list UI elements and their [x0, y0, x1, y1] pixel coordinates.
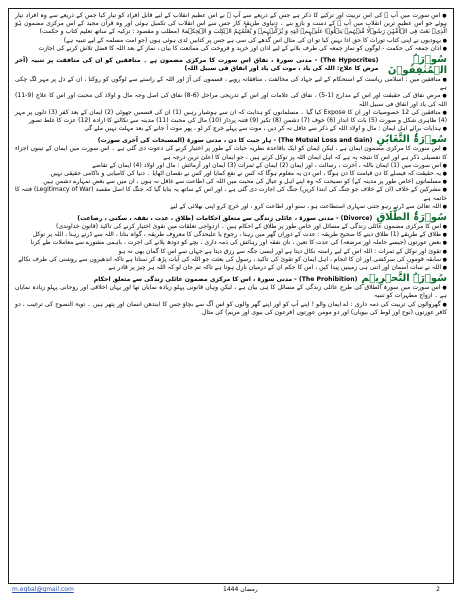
surah-heading: [15, 54, 447, 76]
surah-heading: [15, 134, 447, 145]
surah-title: سُوۡرَۃُ التَّحۡرِیۡمِ: [361, 273, 447, 285]
page-frame: [8, 8, 454, 584]
bullet-paragraph: ● اس سورت میں آپ ﷺ کی اس تربیت اور تزکیے کا ذکر ہے جس کے ذریعے سے آپ ﷺ نے اس عظیم انقلاب کے لیے قابل افراد کو تیار کیا جس کے ذریعے سے وہ افراد تیار ہوئے جو اس عظیم ترین انقلاب میں آپ ﷺ کے دست و بازو بنے ۔ دنیاوی طریقۂ کار جس سے اس انقلاب کی تکمیل ہوئی اور وہ قرآن مجید کے اس مرکزی مضمون ہُوَ الَّذِیۡ بَعَثَ فِی الۡاُمِّیّٖنَ رَسُوۡلًا مِّنۡہُمۡ یَتۡلُوۡا عَلَیۡہِمۡ اٰیٰتِہٖ وَ یُزَکِّیۡہِمۡ وَ یُعَلِّمُہُمُ الۡکِتٰبَ وَ الۡحِکۡمَۃَ (مطلب و مقصود : تزکیہ کے ساتھ تعلیم کتاب و حکمت): [15, 12, 447, 37]
surah-subtitle: (The Hypocrites) - مدنی سورۃ ، نفاق اس سورت کا مرکزی مضمون ہے ۔ منافقین کو ان کی منافقت پر تنبیہ (آخر مرض کا علاج: اللہ کی یاد ، موت کی یاد اور انفاق فی سبیل اللہ): [15, 57, 379, 73]
bullet-paragraph: ● مرض نفاق کی حقیقت اور اس کے مدارج (1-5) ، نفاق کی علامات اور اس کے تدریجی مراحل (6-8) نفاق کی اصل وجہ مال و اولاد کی محبت اور اس کا علاج (9-11) اللہ کی یاد اور انفاق فی سبیل اللہ: [15, 92, 447, 108]
bullet-paragraph: ● بعض عورتوں (جیسے حاملہ اور مرضعہ) کی عدت کا تعین ، نان نفقہ اور رہائش کی ذمہ داری ، بچے کو دودھ پلانے کی اجرت ، باہمی مشورے سے معاملات طے کرنا: [15, 239, 447, 247]
bullet-paragraph: ● اذان جمعہ کی حکمت - لوگوں کو نماز جمعہ کی طرف بلانے کے لیے اذان اور خرید و فروخت کی ممانعت کا بیان ، نماز کے بعد اللہ کا فضل تلاش کرنے کی اجازت: [15, 45, 447, 53]
bullet-paragraph: ● مشرکین کے خلاف (ان کے خلاف جو جنگ کی ابتدا کریں) جنگ کی اجازت دی گئی ہے ، اور اس کے ساتھ یہ بتایا گیا کہ جنگ کا اصل مقصد (Legitimacy of War) فتنہ کا خاتمہ ہے: [15, 186, 447, 202]
document-body: [9, 9, 453, 317]
surah-title: سُوۡرَۃُ الۡمُنٰفِقُوۡنَ: [387, 54, 447, 77]
bullet-paragraph: ● اس سورت کا مرکزی مضمون ایمان ہے ، لیکن ایمان کو ایک باقاعدہ نظریہ حیات کے طور پر اختیار کرنے کی دعوت دی گئی ہے ۔ اس سورت میں ایمان کے تینوں اجزاء کا تفصیلی ذکر ہے اور اس کا نتیجہ یہ ہے کہ اہل ایمان اللہ پر توکل کرتے ہیں ، جو ایمان کا اعلیٰ ترین درجہ ہے: [15, 145, 447, 161]
footer-email-link[interactable]: m.eqbal@gmail.com: [12, 586, 74, 593]
bullet-paragraph: ● طلاق کے طریقے (1) طلاق دینے کا صحیح طریقہ : عدت کے دوران گھر میں رہنا ، رجوع یا علیحدگی کا معروف طریقہ ، گواہ بنانا ، اللہ سے ڈرتے رہنا ، اللہ پر توکل: [15, 231, 447, 239]
bullet-paragraph: ● اس سورت میں سورۃ الطلاق کی طرح عائلی زندگی کے مسائل کا ہی بیان ہے ، لیکن وہاں قانونی پہلو زیادہ نمایاں تھا اور یہاں اخلاقی اور روحانی پہلو زیادہ نمایاں ہے ۔ ازواج مطہرات کو تنبیہ: [15, 284, 447, 300]
bullet-paragraph: ● تقویٰ اور توکل کے ثمرات : اللہ اس کے لیے راستہ نکال دیتا ہے اور ایسی جگہ سے رزق دیتا ہے جہاں سے اس کا گمان بھی نہ ہو: [15, 248, 447, 256]
bullet-paragraph: ● اس کا مرکزی مضمون عائلی زندگی کے مسائل اور خاص طور پر طلاق کے احکام ہیں ۔ ازدواجی تعلقات میں تقویٰ اختیار کرنے کی تاکید (قانون خداوندی): [15, 223, 447, 231]
bullet-paragraph: ● یہودیوں نے اپنی کتاب تورات کا حق ادا نہیں کیا تو ان کی مثال اس گدھے کی سی ہے جس پر کتابیں لدی ہوئی ہوں (جو امت مسلمہ کے لیے تنبیہ ہے): [15, 37, 447, 45]
surah-heading: [15, 212, 447, 223]
surah-heading: [15, 273, 447, 284]
bullet-paragraph: ● منافقین میں : اسلامی ریاست کے استحکام کے لیے جہاد کی مخالفت ، منافقانہ رویے ، قسموں کی آڑ اور اللہ کے راستے سے لوگوں کو روکنا ، ان کے دل پر مہر لگ چکی ہے: [15, 76, 447, 92]
surah-title: سُوۡرَۃُ الطَّلَاقِ: [376, 212, 447, 224]
surah-subtitle: (The Prohibition) - مدنی سورۃ ، اس کا مرکزی مضمون عائلی زندگی سے متعلق احکام: [93, 276, 358, 284]
surah-title: سُوۡرَۃُ التَّغَابُنِ: [376, 134, 447, 146]
bullet-paragraph: ● سابقہ قوموں کی سرکشی اور ان کا انجام ، اہل ایمان کو تقویٰ کی تاکید ، رسول کی بعثت جو اللہ کی آیات پڑھ کر سناتا ہے تاکہ اندھیروں سے روشنی کی طرف نکالے: [15, 256, 447, 264]
bullet-paragraph: ● اللہ نے سات آسمان اور اتنی ہی زمینیں پیدا کیں ، اس کا حکم ان کے درمیان نازل ہوتا ہے تاکہ تم جان لو کہ اللہ ہر چیز پر قادر ہے: [15, 264, 447, 272]
bullet-paragraph: ● منافقین کی 12 خصوصیات اور ان کا Expose کیا گیا ۔ مسلمانوں کو ہدایت کہ ان سے ہوشیار رہیں (1) ان کی قسمیں جھوٹی (2) ایمان کے بعد کفر (3) دلوں پر مہر (4) ظاہری شکل و صورت (5) بات کا انداز (6) خوف (7) دشمن (8) تکبر (9) فتنہ پرداز (10) مال کی محبت (11) مدینہ سے نکالنے کا ارادہ (12) عزت کا غلط تصور: [15, 109, 447, 125]
page-number: 2: [436, 586, 440, 593]
bullet-paragraph: ● مسلمانوں (خاص طور پر مدینہ کے) کو نصیحت کہ وہ اپنے اہل و عیال کی محبت میں اللہ کی اطاعت سے غافل نہ ہوں ، ان میں سے بعض تمہارے دشمن ہیں: [15, 178, 447, 186]
page-footer: [8, 586, 454, 596]
bullet-paragraph: ● گھروالوں کی تربیت کی ذمہ داری : اے ایمان والو ! اپنے آپ کو اور اپنے گھر والوں کو اس آگ سے بچاؤ جس کا ایندھن انسان اور پتھر ہیں ۔ توبۃ النصوح کی ترغیب ، دو کافر عورتوں (نوح اور لوط کی بیویاں) اور دو مومن عورتوں (فرعون کی بیوی اور مریم) کی مثال: [15, 301, 447, 317]
surah-subtitle: (The Mutual Loss and Gain) - ہار جیت کا دن ، مدنی سورۃ (المسبحات کی آخری سورت): [97, 137, 373, 145]
bullet-paragraph: ● اس سورت میں (1) ایمان باللہ ، آخرت ، رسالت ، اور ایمان (2) ایمان کے ثمرات (3) ایمان اور آزمائش : مال اور اولاد (4) ایمان کے تقاضے: [15, 162, 447, 170]
surah-subtitle: (Divorce) - مدنی سورۃ ، عائلی زندگی سے متعلق احکامات (طلاق ، عدت ، نفقہ ، سکنی ، رضاعت): [77, 215, 373, 223]
bullet-paragraph: ● یہ حقیقت کہ فیصلے کا دن قیامت کا دن ہوگا ، اس دن یہ معلوم ہوگا کہ کس نے نفع کمایا اور کس نے نقصان اٹھایا ۔ دنیا کی کامیابی و ناکامی حقیقی نہیں: [15, 170, 447, 178]
bullet-paragraph: ● اللہ تعالیٰ سے ڈرتے رہو جتنی تمہاری استطاعت ہو ، سنو اور اطاعت کرو ، اور خرچ کرو اپنی بھلائی کے لیے: [15, 203, 447, 211]
footer-month: رمضان 1444: [223, 586, 258, 593]
bullet-paragraph: ● ہدایات برائے اہل ایمان : مال و اولاد اللہ کے ذکر سے غافل نہ کر دیں ، موت سے پہلے خرچ کر لو ، پھر موت آ جانے کے بعد مہلت نہیں ملے گی: [15, 125, 447, 133]
